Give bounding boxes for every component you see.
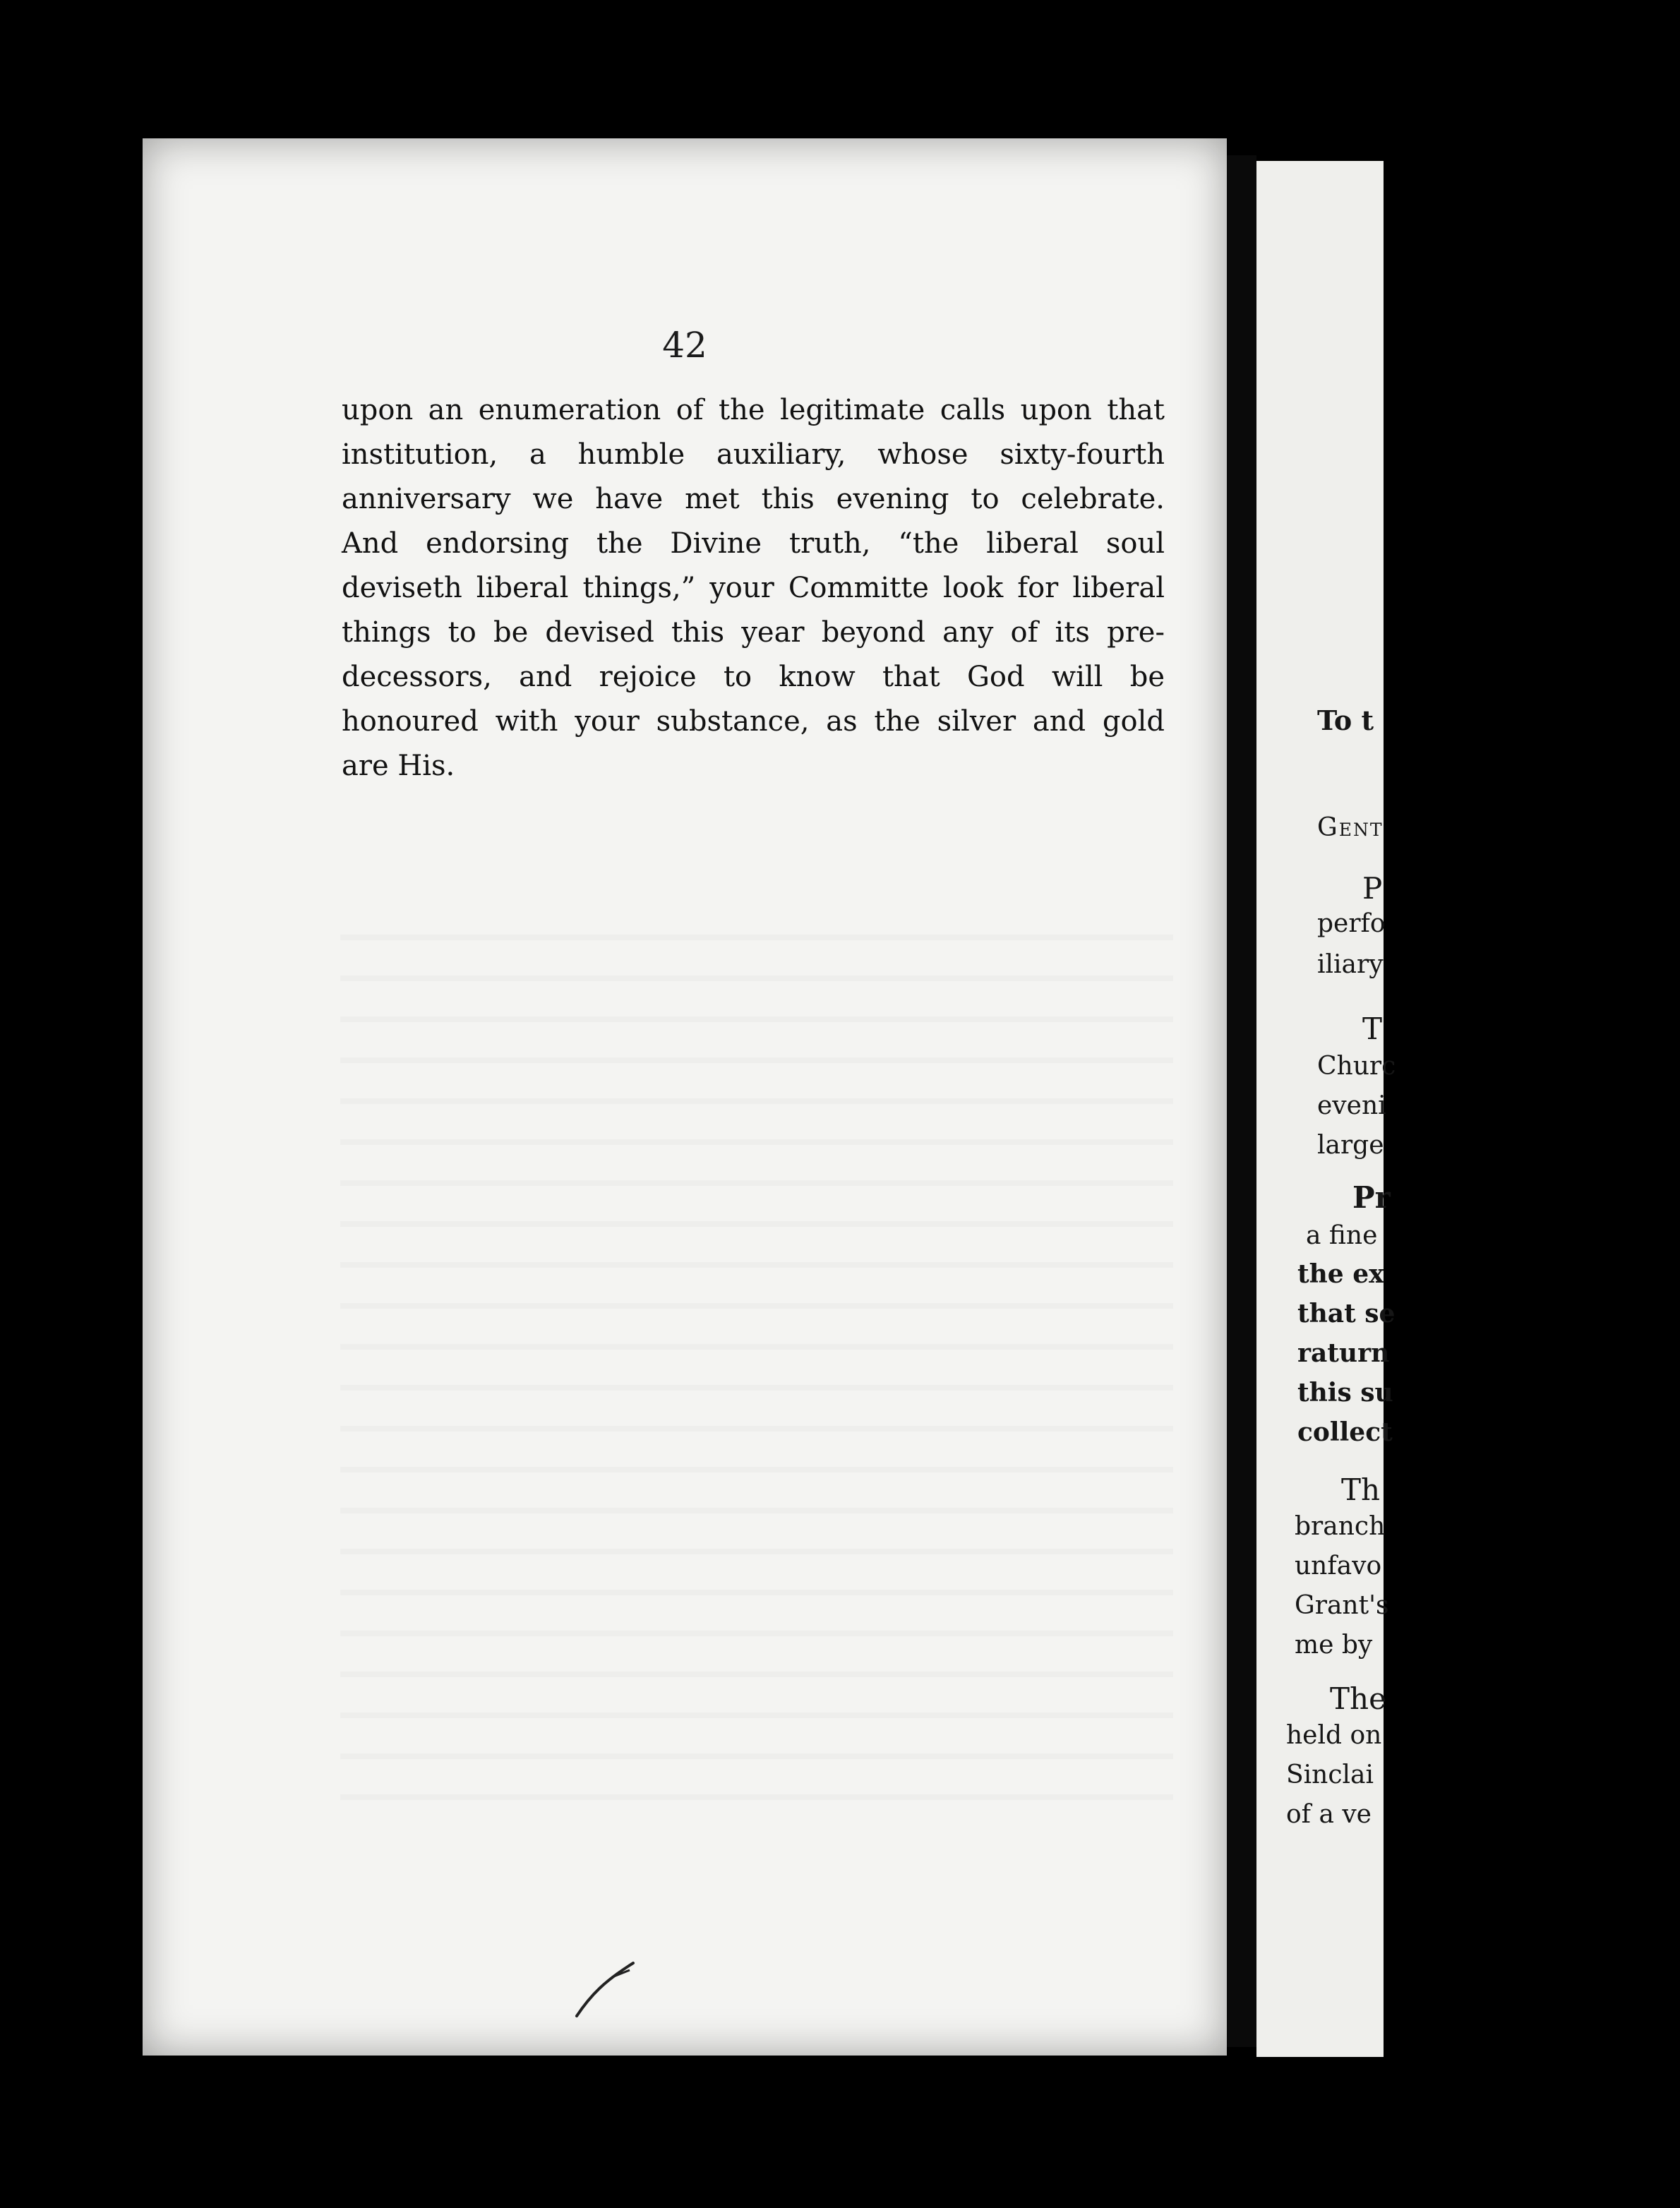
right-fragment: large <box>1317 1131 1384 1160</box>
right-fragment: eveni <box>1317 1091 1386 1120</box>
right-fragment: Gent <box>1317 813 1384 842</box>
right-fragment: raturn <box>1297 1338 1390 1368</box>
right-fragment: Grant's <box>1295 1591 1389 1620</box>
text-line: anniversary we have met this evening to celebrate. <box>342 483 1165 515</box>
text-line: honoured with your substance, as the silver and gold <box>342 705 1165 738</box>
text-line: institution, a humble auxiliary, whose sixty-fourth <box>342 438 1165 471</box>
text-line: upon an enumeration of the legitimate calls upon that <box>342 394 1165 426</box>
text-line: things to be devised this year beyond any of its pre- <box>342 616 1165 649</box>
right-fragment: perfo <box>1317 909 1386 938</box>
text-line: And endorsing the Divine truth, “the liberal soul <box>342 527 1165 560</box>
page-number: 42 <box>662 325 707 366</box>
right-fragment: collect <box>1297 1417 1393 1447</box>
text-line: deviseth liberal things,” your Committe look for liberal <box>342 572 1165 604</box>
right-fragment: the ex <box>1297 1259 1384 1289</box>
pen-mark <box>573 1956 637 2020</box>
right-fragment: a fine <box>1306 1221 1378 1250</box>
right-fragment: iliary <box>1317 950 1384 979</box>
right-fragment: To t <box>1317 704 1374 736</box>
left-page <box>143 138 1227 2056</box>
right-fragment: of a ve <box>1286 1800 1372 1829</box>
right-fragment: Churc <box>1317 1052 1396 1081</box>
right-fragment: me by <box>1295 1631 1373 1660</box>
right-fragment: Sinclai <box>1286 1760 1374 1789</box>
body-paragraph <box>342 388 1165 788</box>
right-fragment: that se <box>1297 1299 1396 1328</box>
text-line: decessors, and rejoice to know that God will be <box>342 661 1165 693</box>
text-line: are His. <box>342 750 455 782</box>
right-fragment: held on <box>1286 1721 1382 1750</box>
right-fragment: The <box>1330 1681 1386 1716</box>
right-fragment: branch <box>1295 1512 1386 1541</box>
right-fragment: Pr <box>1352 1180 1391 1215</box>
right-fragment: Th <box>1341 1472 1381 1507</box>
right-page <box>1256 161 1396 2057</box>
right-fragment: P <box>1362 871 1383 906</box>
bleed-through-texture <box>340 915 1173 1832</box>
right-fragment: this su <box>1297 1378 1393 1408</box>
right-fragment: unfavo <box>1295 1552 1382 1580</box>
book-spine <box>1227 155 1256 2047</box>
right-fragment: T <box>1362 1012 1383 1046</box>
